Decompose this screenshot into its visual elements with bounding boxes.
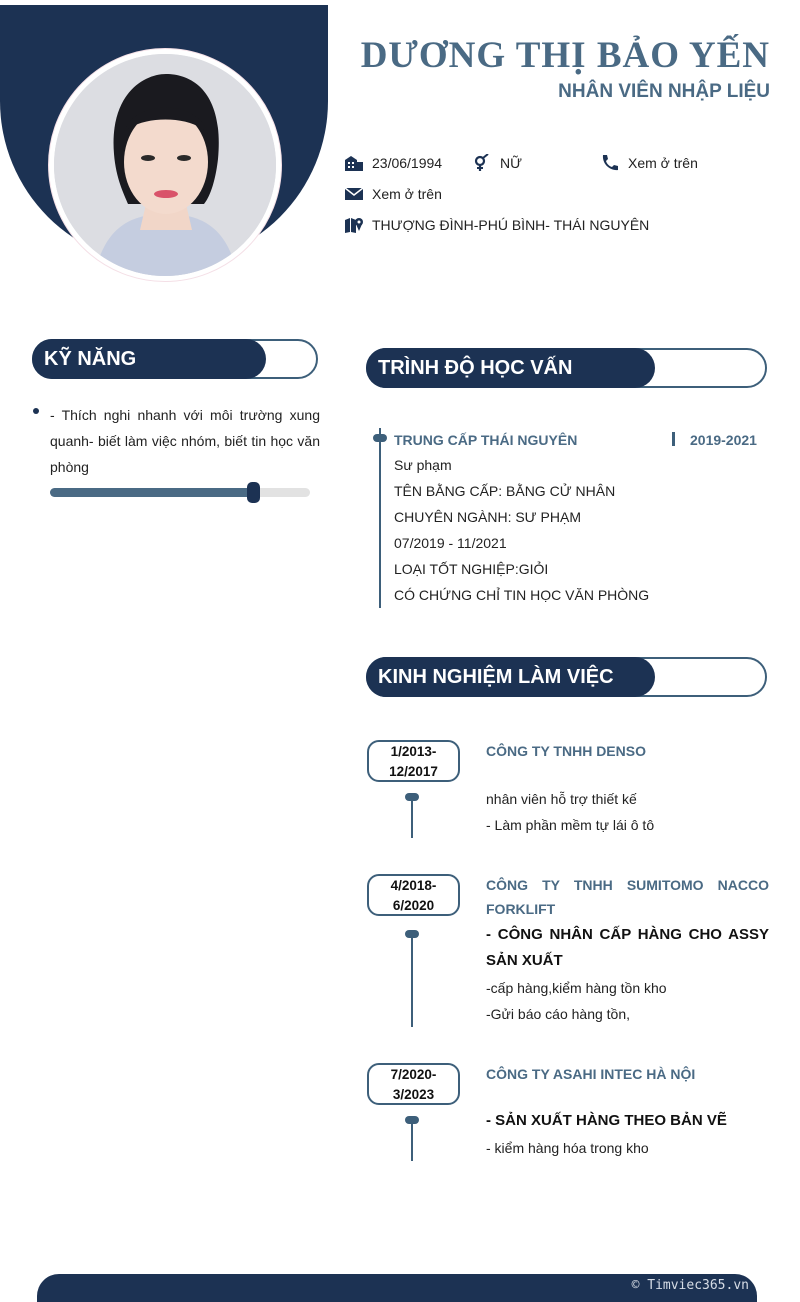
experience-desc: -cấp hàng,kiểm hàng tồn kho [486, 980, 667, 996]
phone-icon [600, 154, 620, 172]
profile-photo [54, 54, 276, 276]
address-text: THƯỢNG ĐÌNH-PHÚ BÌNH- THÁI NGUYÊN [372, 217, 650, 233]
experience-date [367, 1063, 460, 1105]
experience-heading [366, 657, 767, 697]
skill-level-fill [50, 488, 253, 497]
experience-date [367, 874, 460, 916]
phone-text: Xem ở trên [628, 155, 698, 171]
experience-date-start: 4/2018- [390, 878, 437, 893]
education-detail: CHUYÊN NGÀNH: SƯ PHẠM [394, 509, 581, 525]
experience-timeline-line [411, 1121, 413, 1161]
birthday-info [344, 154, 442, 172]
education-detail: Sư phạm [394, 457, 452, 473]
phone-info [600, 154, 698, 172]
candidate-name: DƯƠNG THỊ BẢO YẾN [360, 35, 770, 76]
gender-text: NỮ [500, 155, 523, 171]
experience-date-end: 12/2017 [389, 764, 438, 779]
experience-date [367, 740, 460, 782]
skill-level-bar [50, 488, 310, 497]
education-detail: 07/2019 - 11/2021 [394, 535, 507, 551]
education-year-divider [672, 432, 675, 446]
education-timeline-dot [373, 434, 387, 442]
experience-date-end: 6/2020 [392, 898, 435, 913]
experience-timeline-line [411, 798, 413, 838]
address-info [344, 216, 649, 234]
email-text: Xem ở trên [372, 186, 442, 202]
avatar [48, 48, 282, 282]
building-icon [344, 154, 364, 172]
experience-date-start: 1/2013- [390, 744, 437, 759]
experience-timeline-line [411, 935, 413, 1027]
experience-company: CÔNG TY TNHH DENSO [486, 743, 646, 759]
experience-role: - CÔNG NHÂN CẤP HÀNG CHO ASSY SẢN XUẤT [486, 926, 769, 969]
experience-desc: nhân viên hỗ trợ thiết kế [486, 791, 637, 807]
education-detail: CÓ CHỨNG CHỈ TIN HỌC VĂN PHÒNG [394, 587, 650, 603]
experience-desc: - Làm phần mềm tự lái ô tô [486, 817, 655, 833]
email-info [344, 185, 442, 203]
skills-heading-label: KỸ NĂNG [32, 339, 266, 379]
education-detail: TÊN BẰNG CẤP: BẰNG CỬ NHÂN [394, 483, 616, 499]
skill-bullet [33, 408, 39, 414]
education-detail: LOẠI TỐT NGHIỆP:GIỎI [394, 561, 549, 577]
skill-level-knob [247, 482, 260, 503]
skills-heading [32, 339, 318, 379]
footer-watermark[interactable]: © Timviec365.vn [631, 1278, 749, 1293]
experience-company: CÔNG TY TNHH SUMITOMO NACCO FORKLIFT [486, 877, 769, 917]
skill-item-text: - Thích nghi nhanh với môi trường xung quanh- biết làm việc nhóm, biết tin học văn phòng [50, 407, 320, 475]
education-timeline-line [379, 428, 381, 608]
experience-desc: -Gửi báo cáo hàng tồn, [486, 1006, 631, 1022]
job-title: NHÂN VIÊN NHẬP LIỆU [558, 81, 770, 102]
experience-company: CÔNG TY ASAHI INTEC HÀ NỘI [486, 1066, 696, 1082]
experience-role: - SẢN XUẤT HÀNG THEO BẢN VẼ [486, 1112, 727, 1129]
education-years: 2019-2021 [690, 432, 757, 448]
experience-desc: - kiểm hàng hóa trong kho [486, 1140, 649, 1156]
experience-date-start: 7/2020- [390, 1067, 437, 1082]
gender-icon [472, 154, 492, 172]
birthday-text: 23/06/1994 [372, 155, 443, 171]
experience-date-end: 3/2023 [392, 1087, 435, 1102]
gender-info [472, 154, 522, 172]
experience-heading-label: KINH NGHIỆM LÀM VIỆC [366, 657, 655, 697]
education-school: TRUNG CẤP THÁI NGUYÊN [394, 432, 578, 448]
education-heading-label: TRÌNH ĐỘ HỌC VẤN [366, 348, 655, 388]
education-heading [366, 348, 767, 388]
map-marker-icon [344, 216, 364, 234]
envelope-icon [344, 185, 364, 203]
footer-bar [37, 1274, 757, 1302]
portrait-illustration [54, 54, 276, 276]
